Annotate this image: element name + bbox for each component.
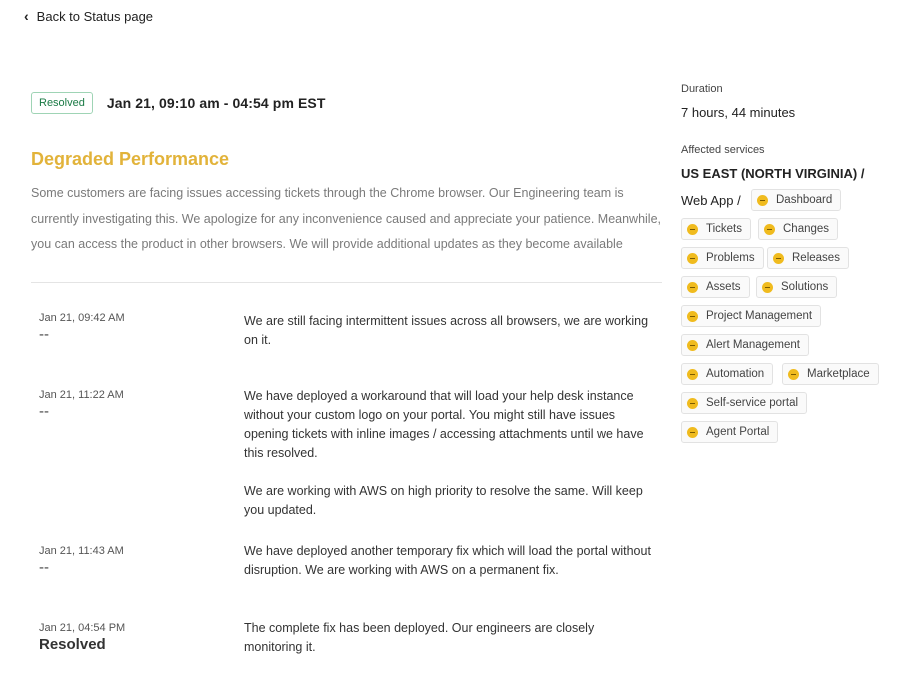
update-status: -- xyxy=(39,559,49,576)
affected-services-label: Affected services xyxy=(681,144,765,156)
status-dot-icon xyxy=(687,253,698,264)
status-dot-icon xyxy=(687,282,698,293)
update-paragraph: We have deployed a workaround that will load your help desk instance without your custom logo on your portal. You might still have issues opening tickets with inline images / accessing attachments until we have this resolved. xyxy=(244,389,644,460)
incident-title: Degraded Performance xyxy=(31,149,230,169)
service-name: Releases xyxy=(792,252,840,264)
status-dot-icon xyxy=(764,224,775,235)
status-dot-icon xyxy=(762,282,773,293)
update-time: Jan 21, 04:54 PM xyxy=(39,622,126,634)
update-paragraph: We have deployed another temporary fix which will load the portal without disruption. We are working with AWS on a permanent fix. xyxy=(244,544,651,577)
back-to-status-link[interactable] xyxy=(24,9,153,24)
service-chip-project-management xyxy=(681,305,821,327)
status-badge: Resolved xyxy=(31,92,93,114)
service-chip-agent-portal xyxy=(681,421,778,443)
service-chip-solutions xyxy=(756,276,837,298)
service-name: Tickets xyxy=(706,223,742,235)
service-chip-assets xyxy=(681,276,750,298)
service-name: Assets xyxy=(706,281,741,293)
incident-description: Some customers are facing issues accessing tickets through the Chrome browser. Our Engineering team is currently investigating this. We apologize for any inconvenience caused and appreciate your patience. Meanwhile, you can access the product in other browsers. We will provide additional updates as they become available xyxy=(31,186,662,251)
service-chip-automation xyxy=(681,363,773,385)
status-dot-icon xyxy=(687,427,698,438)
update-message xyxy=(244,312,654,350)
update-paragraph: We are working with AWS on high priority to resolve the same. Will keep you updated. xyxy=(244,484,643,517)
service-name: Solutions xyxy=(781,281,829,293)
status-dot-icon xyxy=(757,195,768,206)
status-dot-icon xyxy=(687,311,698,322)
service-chip-dashboard xyxy=(751,189,841,211)
region-name: US EAST (NORTH VIRGINIA) / xyxy=(681,166,865,181)
service-chip-tickets xyxy=(681,218,751,240)
update-time: Jan 21, 09:42 AM xyxy=(39,312,125,324)
status-dot-icon xyxy=(687,398,698,409)
update-message xyxy=(244,619,654,657)
update-message xyxy=(244,542,654,580)
update-status: -- xyxy=(39,326,49,343)
status-dot-icon xyxy=(687,340,698,351)
update-paragraph: We are still facing intermittent issues across all browsers, we are working on it. xyxy=(244,314,649,347)
update-time: Jan 21, 11:22 AM xyxy=(39,389,124,401)
divider xyxy=(31,282,662,283)
service-name: Marketplace xyxy=(807,368,870,380)
app-name: Web App / xyxy=(681,193,741,208)
service-name: Project Management xyxy=(706,310,813,322)
service-name: Self-service portal xyxy=(706,397,799,409)
service-chip-releases xyxy=(767,247,849,269)
status-dot-icon xyxy=(773,253,784,264)
status-dot-icon xyxy=(788,369,799,380)
service-name: Dashboard xyxy=(776,194,833,206)
incident-time-range: Jan 21, 09:10 am - 04:54 pm EST xyxy=(106,95,326,111)
update-status: -- xyxy=(39,403,49,420)
incident-header xyxy=(31,92,326,114)
status-dot-icon xyxy=(687,369,698,380)
update-status: Resolved xyxy=(39,636,106,653)
duration-label: Duration xyxy=(681,83,723,95)
chevron-left-icon: ‹ xyxy=(24,7,29,24)
service-chip-changes xyxy=(758,218,838,240)
service-chip-alert-management xyxy=(681,334,809,356)
update-time: Jan 21, 11:43 AM xyxy=(39,545,124,557)
service-name: Automation xyxy=(706,368,765,380)
service-name: Alert Management xyxy=(706,339,800,351)
service-chip-problems xyxy=(681,247,764,269)
service-name: Agent Portal xyxy=(706,426,770,438)
back-link-label: Back to Status page xyxy=(36,9,154,24)
service-name: Changes xyxy=(783,223,830,235)
service-name: Problems xyxy=(706,252,755,264)
service-chip-marketplace xyxy=(782,363,879,385)
status-dot-icon xyxy=(687,224,698,235)
update-paragraph: The complete fix has been deployed. Our engineers are closely monitoring it. xyxy=(244,621,595,654)
update-message xyxy=(244,387,654,520)
service-chip-self-service-portal xyxy=(681,392,807,414)
duration-value: 7 hours, 44 minutes xyxy=(681,105,796,120)
